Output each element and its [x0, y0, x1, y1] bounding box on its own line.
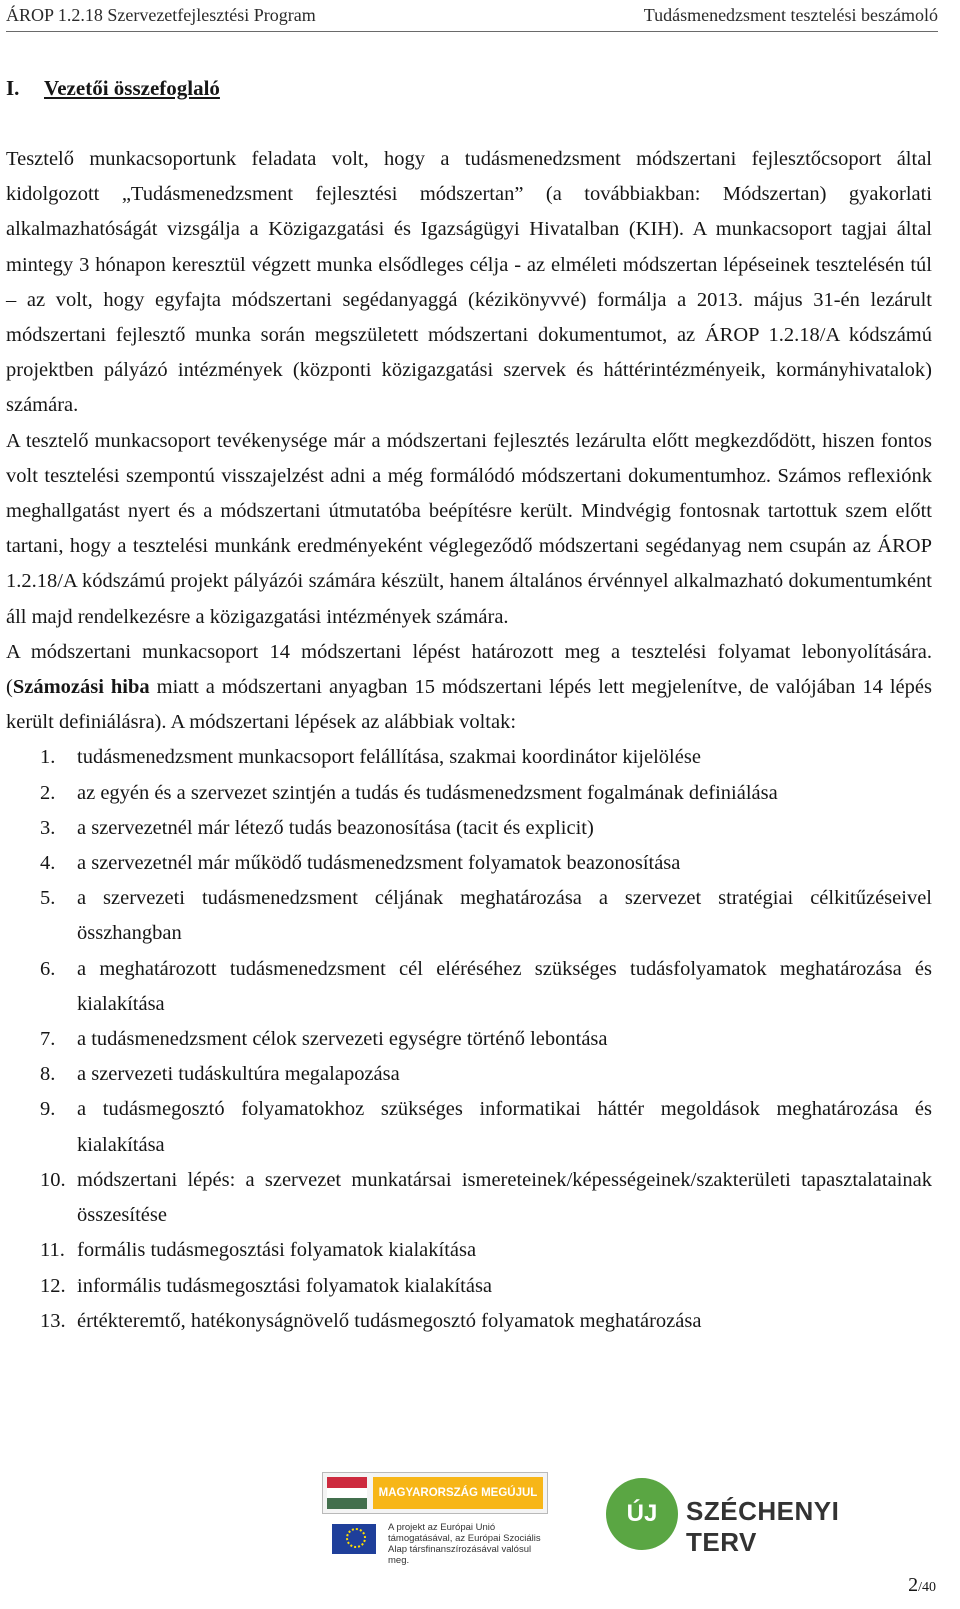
list-item-text: a szervezeti tudásmenedzsment céljának meghatározása a szervezet stratégiai célkitűzéseivel összhangban: [77, 887, 932, 945]
list-item: [6, 1269, 932, 1304]
list-item-text: értékteremtő, hatékonyságnövelő tudásmegosztó folyamatok meghatározása: [77, 1309, 702, 1332]
page-total: 40: [922, 1580, 936, 1595]
document-body: [6, 142, 932, 1339]
list-item-number: 2.: [40, 781, 56, 804]
numbering-error-emphasis: Számozási hiba: [12, 676, 150, 699]
list-item-number: 9.: [40, 1098, 56, 1121]
paragraph-activity: A tesztelő munkacsoport tevékenysége már a módszertani fejlesztés lezárulta előtt megkezdődött, hiszen fontos volt tesztelési szempontú visszajelzést adni a még formálódó módszertani dokumentumhoz. Számos reflexiónk meghallgatást nyert és a módszertani útmutatóba beépítésre került. Mindvégig fontosnak tartottuk szem előtt tartani, hogy a tesztelési munkánk eredményeként véglegeződő módszertani segédanyag nem csupán az ÁROP 1.2.18/A kódszámú projekt pályázói számára készült, hanem általános érvénnyel alkalmazható dokumentumként áll majd rendelkezésre a közigazgatási intézmények számára.: [6, 429, 932, 628]
list-item-text: a szervezetnél már létező tudás beazonosítása (tacit és explicit): [77, 816, 594, 839]
list-item-text: a szervezetnél már működő tudásmenedzsment folyamatok beazonosítása: [77, 852, 681, 875]
paragraph-steps-intro-start: A módszertani munkacsoport 14 módszertani lépést határozott meg a tesztelési folyamat lebonyolítására. (: [6, 640, 932, 699]
list-item-number: 10.: [40, 1168, 66, 1191]
page-number: [908, 1574, 936, 1597]
list-item-text: formális tudásmegosztási folyamatok kialakítása: [77, 1239, 477, 1262]
page-separator: /: [918, 1580, 922, 1595]
list-item: [6, 811, 932, 846]
list-item: [6, 952, 932, 1022]
page-current: 2: [908, 1574, 919, 1596]
list-item: [6, 881, 932, 951]
szechenyi-badge-icon: ÚJ: [606, 1478, 678, 1550]
list-item: [6, 740, 932, 775]
list-item: [6, 846, 932, 881]
list-item-text: a szervezeti tudáskultúra megalapozása: [77, 1063, 400, 1086]
list-item-number: 4.: [40, 852, 56, 875]
list-item: [6, 1057, 932, 1092]
szechenyi-terv-logo: [606, 1476, 876, 1566]
methodology-steps-list: [6, 740, 932, 1338]
paragraph-steps-intro: [6, 635, 932, 741]
list-item-number: 11.: [40, 1239, 65, 1262]
list-item-text: módszertani lépés: a szervezet munkatársai ismereteinek/képességeinek/szakterületi tapasztalatainak összesítése: [77, 1168, 932, 1227]
header-right-title: Tudásmenedzsment tesztelési beszámoló: [643, 5, 938, 25]
list-item: [6, 1304, 932, 1339]
paragraph-steps-intro-end: miatt a módszertani anyagban 15 módszertani lépés lett megjelenítve, de valójában 14 lépés került definiálásra). A módszertani lépések az alábbiak voltak:: [6, 676, 932, 734]
list-item: [6, 1233, 932, 1268]
section-number: I.: [6, 76, 20, 100]
list-item-text: a meghatározott tudásmenedzsment cél eléréséhez szükséges tudásfolyamatok meghatározása és kialakítása: [77, 957, 932, 1015]
list-item: [6, 1022, 932, 1057]
list-item-number: 8.: [40, 1063, 56, 1086]
list-item-number: 12.: [40, 1274, 66, 1297]
list-item-number: 3.: [40, 816, 56, 839]
hu-banner: [322, 1472, 548, 1514]
list-item-text: informális tudásmegosztási folyamatok kialakítása: [77, 1274, 493, 1297]
list-item-text: a tudásmenedzsment célok szervezeti egységre történő lebontása: [77, 1028, 608, 1051]
header-left-title: ÁROP 1.2.18 Szervezetfejlesztési Program: [6, 5, 316, 25]
eu-funding-notice: [322, 1520, 548, 1566]
list-item: [6, 776, 932, 811]
hu-banner-text: MAGYARORSZÁG MEGÚJUL: [373, 1477, 543, 1509]
footer-logos: [0, 1470, 960, 1590]
running-header: [6, 3, 938, 32]
list-item-number: 6.: [40, 957, 56, 980]
list-item-text: tudásmenedzsment munkacsoport felállítása, szakmai koordinátor kijelölése: [77, 746, 701, 769]
list-item: [6, 1163, 932, 1233]
list-item-number: 1.: [40, 746, 56, 769]
magyarorszag-megujul-logo: [322, 1472, 548, 1564]
list-item-number: 5.: [40, 887, 56, 910]
szechenyi-terv-text: SZÉCHENYI TERV: [686, 1496, 840, 1557]
eu-flag-icon: [332, 1524, 376, 1554]
section-title: Vezetői összefoglaló: [44, 76, 220, 100]
list-item-number: 13.: [40, 1309, 66, 1332]
paragraph-intro: Tesztelő munkacsoportunk feladata volt, hogy a tudásmenedzsment módszertani fejlesztőcsoport által kidolgozott „Tudásmenedzsment fejlesztési módszertan” (a továbbiakban: Módszertan) gyakorlati alkalmazhatóságát vizsgálja a Közigazgatási és Igazságügyi Hivatalban (KIH). A munkacsoport tagjai által mintegy 3 hónapon keresztül végzett munka elsődleges célja - az elméleti módszertan lépéseinek tesztelésén túl – az volt, hogy egyfajta módszertani segédanyaggá (kézikönyvvé) formálja a 2013. május 31-én lezárult módszertani fejlesztő munka során megszületett módszertani dokumentumot, az ÁROP 1.2.18/A kódszámú projektben pályázó intézmények (központi közigazgatási szervek és háttérintézményeik, kormányhivatalok) számára.: [6, 148, 932, 417]
list-item-text: az egyén és a szervezet szintjén a tudás és tudásmenedzsment fogalmának definiálása: [77, 781, 778, 804]
list-item-text: a tudásmegosztó folyamatokhoz szükséges informatikai háttér megoldások meghatározása és kialakítása: [77, 1098, 932, 1156]
list-item: [6, 1092, 932, 1162]
section-heading: [6, 76, 220, 101]
eu-funding-text: A projekt az Európai Unió támogatásával, az Európai Szociális Alap társfinanszírozásával valósul meg.: [388, 1522, 541, 1566]
hungarian-flag-icon: [327, 1477, 367, 1509]
list-item-number: 7.: [40, 1028, 56, 1051]
